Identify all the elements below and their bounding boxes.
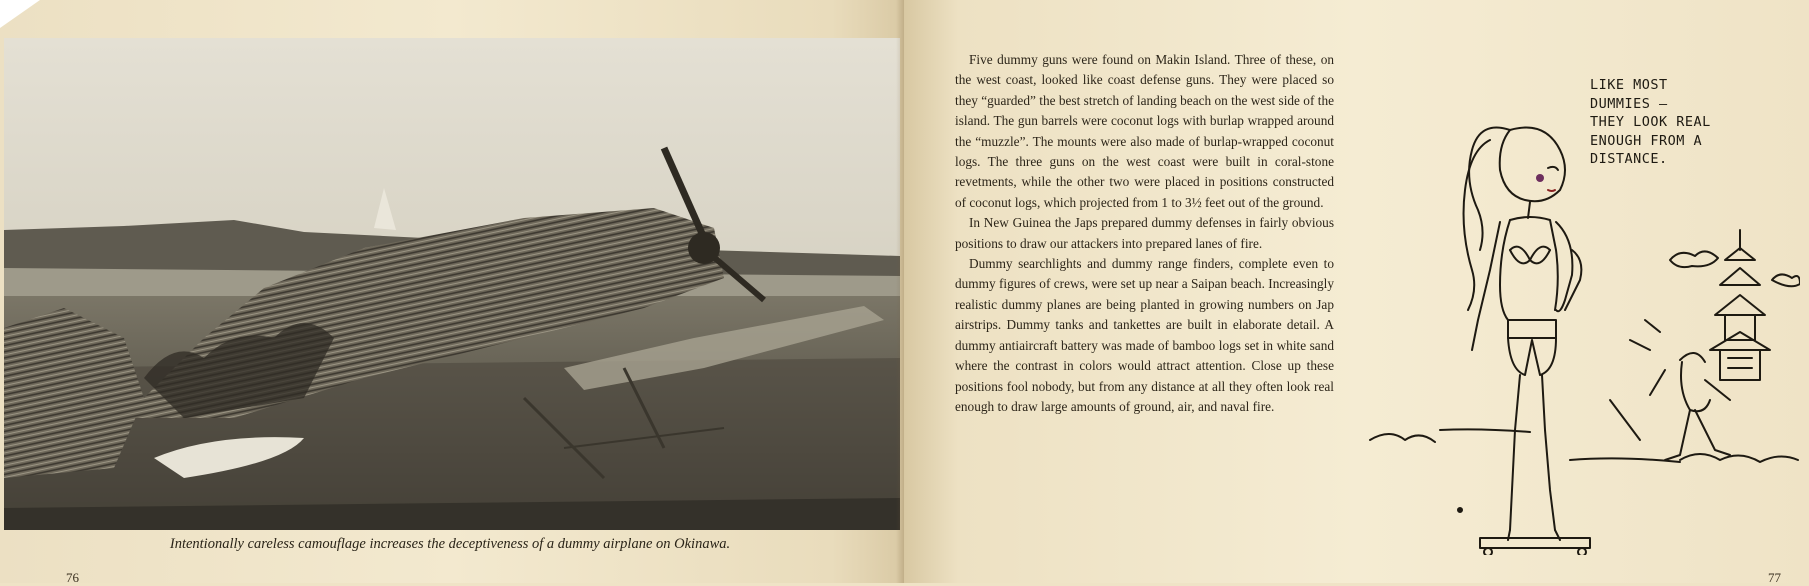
body-text xyxy=(955,50,1334,417)
page-number-left: 76 xyxy=(66,570,79,585)
cartoon-caption-line: DUMMIES — xyxy=(1590,95,1668,112)
cartoon-caption-line: LIKE MOST xyxy=(1590,77,1668,93)
photo-caption: Intentionally careless camouflage increases the deceptiveness of a dummy airplane on Okinawa. xyxy=(169,536,731,552)
page-corner-mark xyxy=(0,0,40,30)
paragraph-makin-island: Five dummy guns were found on Makin Island. Three of these, on the west coast, looked like coast defense guns. They were placed so they “guarded” the best stretch of landing beach on the west side of the island. The gun barrels were coconut logs with burlap wrapped around the “muzzle”. The mounts were also made of burlap-wrapped coconut logs. The three guns on the west coast were built in coral-stone revetments, while the other two were placed in positions constructed of coconut logs, which projected from 1 to 3½ feet out of the ground. xyxy=(955,52,1334,210)
cartoon-caption-line: THEY LOOK REAL xyxy=(1590,114,1711,130)
page-number-right: 77 xyxy=(1768,570,1781,585)
paragraph-saipan: Dummy searchlights and dummy range finders, complete even to dummy figures of crews, were set up near a Saipan beach. Increasingly realistic dummy planes are being planted in growing numbers on Jap airstrips. Dummy tanks and tankettes are built in elaborate detail. A dummy antiaircraft battery was made of bamboo logs set in white sand where the contrast in colors would attract attention. Close up these positions fool nobody, but from any distance at all they often look real enough to draw large amounts of ground, air, and naval fire. xyxy=(955,256,1334,414)
dummy-mannequin-cartoon xyxy=(1360,110,1800,555)
cartoon-caption-line: DISTANCE. xyxy=(1590,151,1668,167)
cartoon-caption-line: ENOUGH FROM A xyxy=(1590,132,1703,149)
left-page xyxy=(0,0,904,583)
dummy-airplane-photo xyxy=(4,38,900,530)
paragraph-new-guinea: In New Guinea the Japs prepared dummy defenses in fairly obvious positions to draw our attackers into prepared lanes of fire. xyxy=(955,215,1334,251)
